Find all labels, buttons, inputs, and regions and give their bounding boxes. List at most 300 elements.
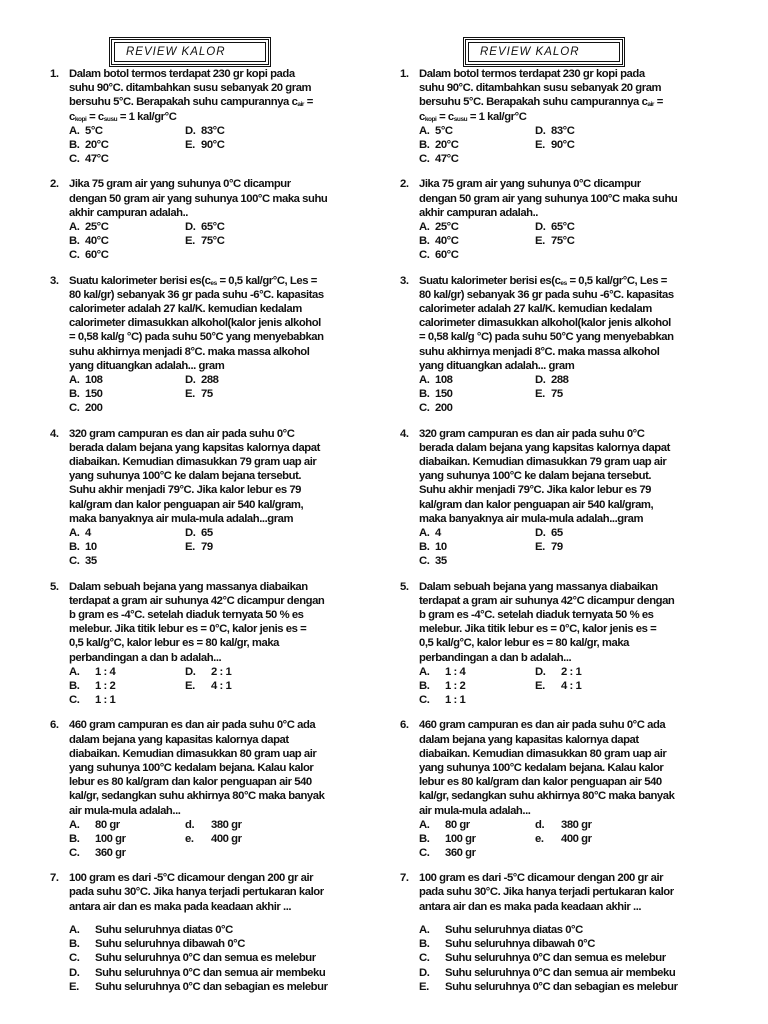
option-label: A. [419, 923, 430, 936]
option-label: A. [69, 124, 80, 137]
option-text: 35 [435, 555, 447, 568]
option-text: 288 [551, 373, 569, 386]
option-label: E. [69, 980, 79, 993]
option-text: Suhu seluruhnya 0°C dan semua air membeku [95, 966, 326, 979]
question-line [69, 608, 390, 622]
option-label: A. [419, 124, 430, 137]
text-segment: berada dalam bejana yang kapsitas kalornya dapat [69, 441, 320, 454]
option-label: D. [535, 373, 546, 386]
option-label: D. [419, 966, 430, 979]
option-label: B. [69, 832, 80, 845]
answer-option [185, 526, 301, 540]
option-label: A. [69, 220, 80, 233]
question-line [69, 95, 390, 109]
text-segment: air mula-mula adalah... [69, 804, 181, 817]
question [50, 274, 390, 416]
text-segment: Dalam botol termos terdapat 230 gr kopi pada [419, 68, 645, 80]
question-line [69, 775, 390, 789]
question-body [69, 67, 390, 166]
text-segment: akhir campuran adalah.. [419, 206, 538, 219]
answer-option [185, 540, 301, 554]
question-number: 7. [50, 872, 59, 885]
question-line [69, 206, 390, 220]
option-text: 65°C [551, 220, 575, 233]
text-segment: c [419, 110, 425, 123]
worksheet-column-left [50, 0, 390, 1024]
answer-option [185, 665, 301, 679]
answer-option [535, 679, 651, 693]
text-segment: Suatu kalorimeter berisi es(c [69, 274, 211, 287]
answer-option [419, 665, 535, 679]
text-segment: antara air dan es maka pada keadaan akhir ... [69, 900, 292, 913]
option-text: 60°C [435, 249, 459, 262]
question-line [419, 192, 740, 206]
text-segment: = 0,5 kal/gr°C, Les = [216, 274, 317, 287]
option-grid [69, 665, 390, 708]
answer-option [419, 373, 535, 387]
option-label: e. [535, 832, 544, 845]
question-line [419, 498, 740, 512]
option-grid [69, 818, 390, 861]
text-segment: melebur. Jika titik lebur es = 0°C, kalor jenis es = [419, 623, 657, 636]
text-segment: dalam bejana yang kapasitas kalornya dapat [419, 733, 639, 746]
option-label: D. [535, 220, 546, 233]
text-segment: antara air dan es maka pada keadaan akhir ... [419, 900, 642, 913]
question-line [69, 580, 390, 594]
text-segment: Jika 75 gram air yang suhunya 0°C dicampur [419, 178, 641, 191]
option-text: 10 [435, 541, 447, 554]
answer-option [419, 818, 535, 832]
title-text: REVIEW KALOR [126, 46, 226, 58]
option-label: D. [535, 124, 546, 137]
question-line [69, 81, 390, 95]
question-body [69, 274, 390, 416]
option-label: C. [69, 249, 80, 262]
answer-option [185, 679, 301, 693]
question-line [419, 110, 740, 124]
question-line [419, 885, 740, 899]
option-text: 5°C [435, 124, 453, 137]
question-body [419, 718, 740, 860]
answer-option [69, 220, 185, 234]
text-segment: terdapat a gram air suhunya 42°C dicampur dengan [419, 594, 675, 607]
option-grid [69, 220, 390, 263]
question-line [69, 330, 390, 344]
option-grid [69, 526, 390, 569]
option-text: 40°C [85, 235, 109, 248]
question [50, 67, 390, 166]
question [400, 177, 740, 262]
option-text: 80 gr [95, 818, 120, 831]
answer-option [535, 373, 651, 387]
text-segment: pada suhu 30°C. Jika hanya terjadi pertukaran kalor [419, 886, 674, 899]
question-body [419, 427, 740, 569]
text-segment: = [654, 96, 663, 109]
question-line [419, 274, 740, 288]
text-segment: terdapat a gram air suhunya 42°C dicampur dengan [69, 594, 325, 607]
option-label: E. [185, 388, 195, 401]
text-segment: yang suhunya 100°C kedalam bejana. Kalau kalor [419, 761, 664, 774]
answer-option [69, 966, 390, 980]
option-label: A. [419, 526, 430, 539]
question-line [419, 441, 740, 455]
option-grid [69, 373, 390, 416]
text-segment: suhu 90°C. ditambahkan susu sebanyak 20 gram [419, 82, 662, 95]
option-label: C. [419, 153, 430, 166]
text-segment: 80 kal/gr) sebanyak 36 gr pada suhu -6°C. kapasitas [419, 288, 674, 301]
title-text: REVIEW KALOR [480, 46, 580, 58]
answer-option [185, 387, 301, 401]
subscript: kopi [424, 115, 437, 123]
option-label: C. [419, 555, 430, 568]
question-body [69, 177, 390, 262]
option-label: B. [69, 679, 80, 692]
option-text: 75°C [551, 235, 575, 248]
question-line [69, 427, 390, 441]
option-text: 5°C [85, 124, 103, 137]
answer-option [69, 832, 185, 846]
question-line [419, 789, 740, 803]
option-text: 380 gr [211, 818, 242, 831]
question-number: 2. [50, 178, 59, 191]
question-line [419, 302, 740, 316]
answer-option [419, 401, 535, 415]
option-text: 288 [201, 373, 219, 386]
text-segment: c [69, 110, 75, 123]
text-segment: diabaikan. Kemudian dimasukkan 79 gram uap air [69, 455, 317, 468]
text-segment: bersuhu 5°C. Berapakah suhu campurannya c [69, 96, 298, 109]
answer-option [419, 832, 535, 846]
option-label: B. [69, 938, 80, 951]
text-segment: kal/gram dan kalor penguapan air 540 kal/gram, [69, 498, 304, 511]
text-segment: 80 kal/gr) sebanyak 36 gr pada suhu -6°C. kapasitas [69, 288, 324, 301]
question-body [419, 177, 740, 262]
option-label: C. [419, 847, 430, 860]
option-label: B. [419, 235, 430, 248]
answer-option [535, 818, 651, 832]
answer-option [419, 966, 740, 980]
question-line [69, 67, 390, 81]
answer-option [419, 124, 535, 138]
question [50, 580, 390, 708]
question-line [419, 288, 740, 302]
option-text: 200 [435, 402, 453, 415]
text-segment: yang suhunya 100°C ke dalam bejana tersebut. [69, 470, 302, 483]
option-text: 35 [85, 555, 97, 568]
option-label: D. [185, 665, 196, 678]
question-line [419, 81, 740, 95]
text-segment: = [304, 96, 313, 109]
answer-option [69, 846, 185, 860]
option-text: 1 : 4 [95, 665, 116, 678]
text-segment: Jika 75 gram air yang suhunya 0°C dicampur [69, 178, 291, 191]
text-segment: 460 gram campuran es dan air pada suhu 0°C ada [69, 719, 316, 732]
option-text: 108 [85, 373, 103, 386]
question-line [69, 594, 390, 608]
option-text: 65 [201, 526, 213, 539]
answer-option [419, 846, 535, 860]
answer-option [69, 679, 185, 693]
question-line [419, 427, 740, 441]
question-line [419, 67, 740, 81]
text-segment: = 1 kal/gr°C [467, 110, 527, 123]
option-grid [419, 373, 740, 416]
option-text: Suhu seluruhnya diatas 0°C [95, 923, 233, 936]
question-line [69, 804, 390, 818]
option-label: E. [535, 388, 545, 401]
option-label: A. [69, 526, 80, 539]
question-line [419, 651, 740, 665]
question-line [69, 747, 390, 761]
question-line [69, 483, 390, 497]
question-line [69, 900, 390, 914]
option-label: C. [419, 402, 430, 415]
option-text: 108 [435, 373, 453, 386]
question-line [69, 359, 390, 373]
subscript: susu [103, 115, 118, 123]
option-label: D. [185, 526, 196, 539]
option-text: 1 : 1 [445, 694, 466, 707]
question-line [69, 512, 390, 526]
question-line [419, 775, 740, 789]
option-text: 380 gr [561, 818, 592, 831]
question-line [419, 177, 740, 191]
option-label: B. [69, 541, 80, 554]
question-line [419, 718, 740, 732]
question-line [419, 804, 740, 818]
text-segment: calorimeter adalah 27 kal/K. kemudian kedalam [69, 302, 302, 315]
text-segment: b gram es -4°C. setelah diaduk ternyata 50 % es [69, 608, 304, 621]
text-segment: = 1 kal/gr°C [117, 110, 177, 123]
option-label: B. [69, 235, 80, 248]
answer-option [419, 387, 535, 401]
answer-option [69, 540, 185, 554]
answer-option [69, 693, 185, 707]
text-segment: 0,5 kal/g°C, kalor lebur es = 80 kal/gr, maka [419, 637, 630, 650]
question-line [69, 733, 390, 747]
option-label: D. [69, 966, 80, 979]
question-list [400, 67, 740, 1005]
text-segment: Suhu akhir menjadi 79°C. Jika kalor lebur es 79 [419, 484, 652, 497]
question-line [69, 345, 390, 359]
question-number: 1. [50, 68, 59, 80]
option-label: E. [185, 541, 195, 554]
text-segment: 320 gram campuran es dan air pada suhu 0°C [419, 427, 645, 440]
answer-option [419, 526, 535, 540]
answer-option [69, 980, 390, 994]
question-number: 4. [50, 427, 59, 440]
text-segment: yang dituangkan adalah... gram [69, 359, 225, 372]
answer-option [419, 980, 740, 994]
option-label: A. [69, 373, 80, 386]
question [400, 871, 740, 994]
option-label: C. [69, 153, 80, 166]
option-text: 1 : 2 [445, 679, 466, 692]
text-segment: suhu 90°C. ditambahkan susu sebanyak 20 gram [69, 82, 312, 95]
question-line [69, 302, 390, 316]
option-text: Suhu seluruhnya 0°C dan semua air membeku [445, 966, 676, 979]
answer-option [419, 248, 535, 262]
text-segment: calorimeter dimasukkan alkohol(kalor jenis alkohol [69, 317, 321, 330]
text-segment: 0,5 kal/g°C, kalor lebur es = 80 kal/gr, maka [69, 637, 280, 650]
text-segment: calorimeter adalah 27 kal/K. kemudian kedalam [419, 302, 652, 315]
option-text: 47°C [435, 153, 459, 166]
question-line [69, 274, 390, 288]
text-segment: = 0,58 kal/g °C) pada suhu 50°C yang menyebabkan [69, 331, 324, 344]
question-line [69, 441, 390, 455]
text-segment: maka banyaknya air mula-mula adalah...gram [419, 512, 644, 525]
option-text: 83°C [551, 124, 575, 137]
text-segment: kal/gram dan kalor penguapan air 540 kal/gram, [419, 498, 654, 511]
text-segment: calorimeter dimasukkan alkohol(kalor jenis alkohol [419, 317, 671, 330]
question-line [419, 95, 740, 109]
question-line [69, 177, 390, 191]
text-segment: diabaikan. Kemudian dimasukkan 80 gram uap air [419, 747, 667, 760]
option-text: 4 [435, 526, 441, 539]
question-line [69, 651, 390, 665]
question-line [419, 455, 740, 469]
option-text: 75 [201, 388, 213, 401]
option-text: 4 : 1 [211, 679, 232, 692]
text-segment: perbandingan a dan b adalah... [69, 651, 222, 664]
option-text: 200 [85, 402, 103, 415]
question-line [69, 498, 390, 512]
question-body [419, 274, 740, 416]
answer-option [69, 526, 185, 540]
option-text: 65 [551, 526, 563, 539]
answer-option [419, 138, 535, 152]
option-text: 2 : 1 [211, 665, 232, 678]
option-text: 400 gr [561, 832, 592, 845]
question [400, 67, 740, 166]
option-text: 75°C [201, 235, 225, 248]
text-segment: diabaikan. Kemudian dimasukkan 80 gram uap air [69, 747, 317, 760]
option-grid [419, 665, 740, 708]
question-line [419, 900, 740, 914]
option-label: D. [185, 124, 196, 137]
question-line [419, 747, 740, 761]
title-box [463, 37, 625, 67]
subscript: es [210, 279, 217, 287]
text-segment: Suhu akhir menjadi 79°C. Jika kalor lebur es 79 [69, 484, 302, 497]
question-line [69, 871, 390, 885]
option-label: D. [185, 373, 196, 386]
answer-option [535, 832, 651, 846]
answer-option [535, 220, 651, 234]
question-line [419, 345, 740, 359]
answer-option [535, 526, 651, 540]
title-box [109, 37, 271, 67]
answer-option [419, 234, 535, 248]
question-line [419, 761, 740, 775]
question [50, 718, 390, 860]
subscript: es [560, 279, 567, 287]
text-segment: Dalam botol termos terdapat 230 gr kopi pada [69, 68, 295, 80]
option-label: D. [535, 526, 546, 539]
answer-option [419, 937, 740, 951]
option-text: 2 : 1 [561, 665, 582, 678]
option-text: 25°C [85, 220, 109, 233]
text-segment: kal/gr, sedangkan suhu akhirnya 80°C maka banyak [419, 790, 675, 803]
answer-option [69, 387, 185, 401]
answer-option [419, 693, 535, 707]
question-line [69, 192, 390, 206]
question [400, 274, 740, 416]
question-number: 3. [50, 274, 59, 287]
text-segment: 100 gram es dari -5°C dicamour dengan 200 gr air [419, 872, 664, 885]
answer-option [535, 665, 651, 679]
option-text: Suhu seluruhnya 0°C dan sebagian es melebur [445, 980, 678, 993]
option-text: 75 [551, 388, 563, 401]
option-label: B. [419, 832, 430, 845]
text-segment: suhu akhirnya menjadi 8°C. maka massa alkohol [69, 345, 310, 358]
text-segment: 460 gram campuran es dan air pada suhu 0°C ada [419, 719, 666, 732]
question-number: 1. [400, 68, 409, 80]
option-grid [419, 220, 740, 263]
option-label: A. [69, 665, 80, 678]
text-segment: akhir campuran adalah.. [69, 206, 188, 219]
question-body [419, 871, 740, 994]
option-label: D. [535, 665, 546, 678]
option-label: B. [419, 541, 430, 554]
answer-option [419, 220, 535, 234]
option-label: C. [69, 952, 80, 965]
answer-option [69, 152, 185, 166]
option-text: 79 [551, 541, 563, 554]
answer-option [185, 832, 301, 846]
answer-option [185, 138, 301, 152]
answer-option [419, 152, 535, 166]
answer-option [419, 923, 740, 937]
question-number: 5. [400, 580, 409, 593]
question-number: 7. [400, 872, 409, 885]
text-segment: pada suhu 30°C. Jika hanya terjadi pertukaran kalor [69, 886, 324, 899]
option-text: 79 [201, 541, 213, 554]
option-label: E. [185, 139, 195, 151]
text-segment: lebur es 80 kal/gram dan kalor penguapan air 540 [69, 776, 312, 789]
text-segment: dalam bejana yang kapasitas kalornya dapat [69, 733, 289, 746]
option-label: C. [419, 694, 430, 707]
text-segment: melebur. Jika titik lebur es = 0°C, kalor jenis es = [69, 623, 307, 636]
question [50, 427, 390, 569]
question-line [69, 288, 390, 302]
text-segment: dengan 50 gram air yang suhunya 100°C maka suhu [69, 192, 328, 205]
text-segment: Dalam sebuah bejana yang massanya diabaikan [69, 580, 308, 593]
option-grid [419, 818, 740, 861]
text-segment: kal/gr, sedangkan suhu akhirnya 80°C maka banyak [69, 790, 325, 803]
option-label: e. [185, 832, 194, 845]
option-text: 100 gr [445, 832, 476, 845]
option-text: Suhu seluruhnya 0°C dan semua es melebur [95, 952, 316, 965]
option-label: B. [69, 388, 80, 401]
answer-option [419, 540, 535, 554]
answer-option [185, 373, 301, 387]
question-line [69, 636, 390, 650]
option-text: 360 gr [95, 847, 126, 860]
question-line [69, 885, 390, 899]
answer-option [185, 234, 301, 248]
answer-option [419, 554, 535, 568]
answer-option [69, 138, 185, 152]
text-segment: diabaikan. Kemudian dimasukkan 79 gram uap air [419, 455, 667, 468]
question-line [419, 512, 740, 526]
answer-option [69, 373, 185, 387]
question-line [69, 622, 390, 636]
option-label: C. [69, 402, 80, 415]
option-text: 1 : 2 [95, 679, 116, 692]
option-label: A. [69, 818, 80, 831]
option-label: E. [419, 980, 429, 993]
